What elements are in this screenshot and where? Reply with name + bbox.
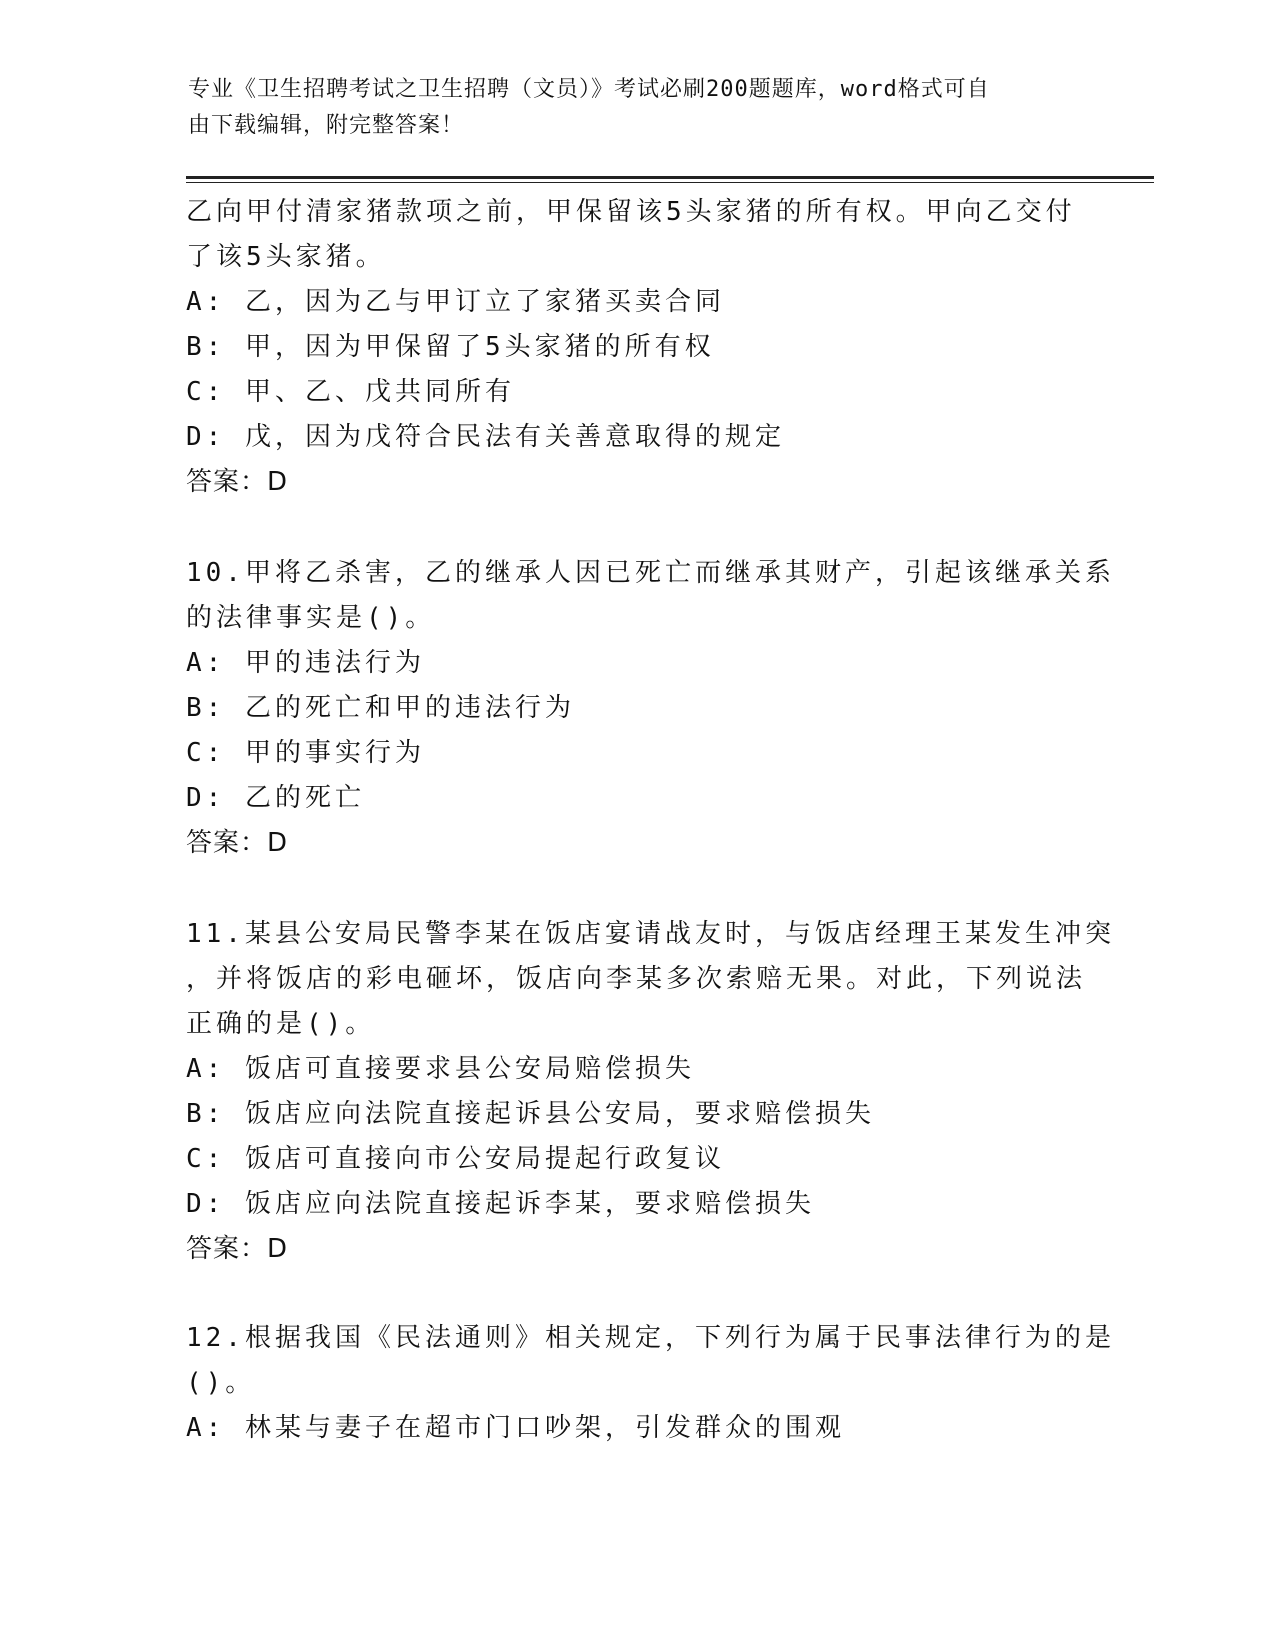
option-c: C: 甲、乙、戊共同所有	[186, 377, 515, 407]
option-c: C: 甲的事实行为	[186, 738, 425, 768]
question-stem-line: 乙向甲付清家猪款项之前，甲保留该5头家猪的所有权。甲向乙交付	[186, 197, 1076, 227]
question-stem-line: 了该5头家猪。	[186, 242, 386, 272]
option-b: B: 饭店应向法院直接起诉县公安局，要求赔偿损失	[186, 1099, 875, 1129]
option-c: C: 饭店可直接向市公安局提起行政复议	[186, 1144, 725, 1174]
header-divider-thin	[186, 182, 1154, 183]
option-d: D: 戊，因为戊符合民法有关善意取得的规定	[186, 422, 785, 452]
spacer	[186, 866, 1086, 912]
question-stem-line: ，并将饭店的彩电砸坏，饭店向李某多次索赔无果。对此，下列说法	[186, 964, 1087, 994]
document-header	[188, 72, 1088, 144]
question-list	[186, 190, 1115, 1451]
question-stem-line: 12.根据我国《民法通则》相关规定，下列行为属于民事法律行为的是	[186, 1323, 1115, 1353]
question-stem-line: 正确的是()。	[186, 1009, 376, 1039]
option-b: B: 乙的死亡和甲的违法行为	[186, 693, 575, 723]
question-stem-line: ()。	[186, 1368, 256, 1398]
answer-line: 答案：D	[186, 828, 289, 858]
question-9	[186, 190, 1086, 505]
question-12	[186, 1316, 1115, 1451]
header-divider-thick	[186, 176, 1154, 179]
option-d: D: 饭店应向法院直接起诉李某，要求赔偿损失	[186, 1189, 815, 1219]
option-d: D: 乙的死亡	[186, 783, 365, 813]
question-stem-line: 10.甲将乙杀害，乙的继承人因已死亡而继承其财产，引起该继承关系	[186, 558, 1115, 588]
option-a: A: 乙，因为乙与甲订立了家猪买卖合同	[186, 287, 725, 317]
answer-line: 答案：D	[186, 467, 289, 497]
spacer	[186, 505, 1086, 551]
header-line-2: 由下载编辑，附完整答案！	[188, 113, 465, 138]
option-b: B: 甲，因为甲保留了5头家猪的所有权	[186, 332, 715, 362]
answer-line: 答案：D	[186, 1234, 289, 1264]
option-a: A: 饭店可直接要求县公安局赔偿损失	[186, 1054, 695, 1084]
question-stem-line: 11.某县公安局民警李某在饭店宴请战友时，与饭店经理王某发生冲突	[186, 919, 1115, 949]
question-11	[186, 912, 1115, 1272]
question-stem-line: 的法律事实是()。	[186, 603, 436, 633]
option-a: A: 林某与妻子在超市门口吵架，引发群众的围观	[186, 1413, 845, 1443]
header-line-1: 专业《卫生招聘考试之卫生招聘（文员）》考试必刷200题题库，word格式可自	[188, 77, 990, 102]
option-a: A: 甲的违法行为	[186, 648, 425, 678]
question-10	[186, 551, 1115, 866]
spacer	[186, 1272, 1086, 1316]
